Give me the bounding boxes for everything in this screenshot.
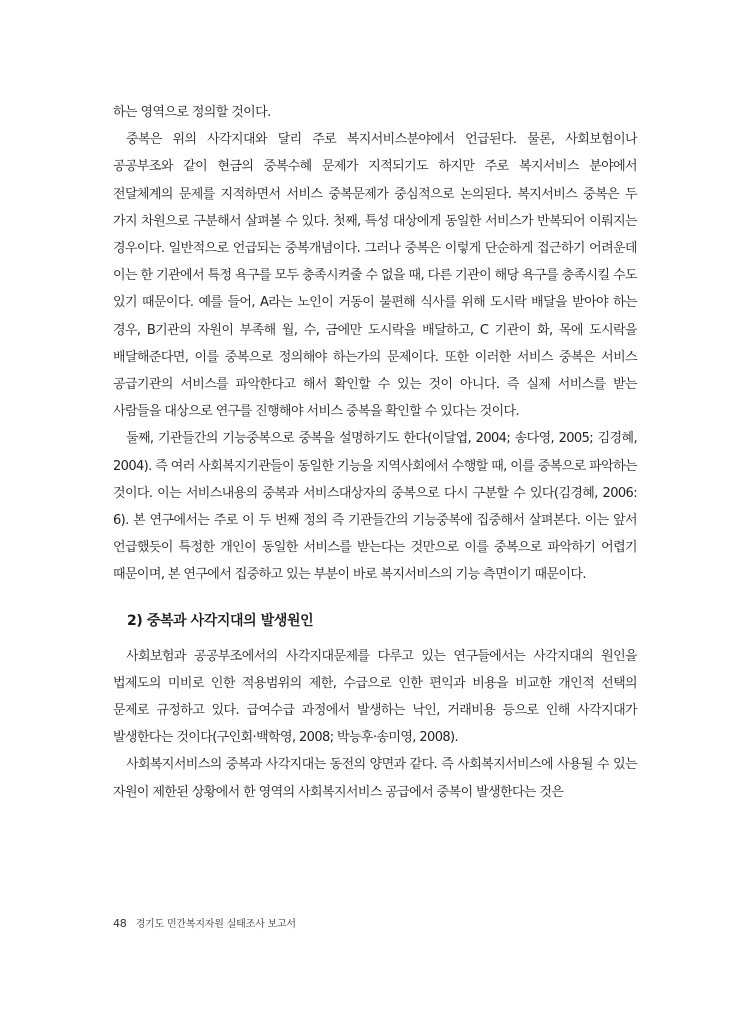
paragraph-function-duplication: 둘째, 기관들간의 기능중복으로 중복을 설명하기도 한다(이달엽, 2004; 송다영, 2005; 김경혜, 2004). 즉 여러 사회복지기관들이 동일한 기능을 지역사회에서 수행할 때, 이를 중복으로 파악하는 것이다. 이는 서비스내용의 중복과 서비스대상자의 중복으로 다시 구분할 수 있다(김경혜, 2006: 6). 본 연구에서는 주로 이 두 번째 정의 즉 기관들간의 기능중복에 집중해서 살펴본다. 이는 앞서 언급했듯이 특정한 개인이 동일한 서비스를 받는다는 것만으로 이를 중복으로 파악하기 어렵기 때문이며, 본 연구에서 집중하고 있는 부분이 바로 복지서비스의 기능 측면이기 때문이다. xyxy=(113,431,637,583)
body-text xyxy=(113,99,637,806)
page-number: 48 xyxy=(113,917,127,930)
paragraph-blind-spot-causes: 사회보험과 공공부조에서의 사각지대문제를 다루고 있는 연구들에서는 사각지대의 원인을 법제도의 미비로 인한 적용범위의 제한, 수급으로 인한 편익과 비용을 비교한 개인적 선택의 문제로 규정하고 있다. 급여수급 과정에서 발생하는 낙인, 거래비용 등으로 인해 사각지대가 발생한다는 것이다(구인회·백학영, 2008; 박능후·송미영, 2008). xyxy=(113,648,637,746)
section-heading: 2) 중복과 사각지대의 발생원인 xyxy=(127,612,314,629)
paragraph-duplication-definition: 중복은 위의 사각지대와 달리 주로 복지서비스분야에서 언급된다. 물론, 사회보험이나 공공부조와 같이 현금의 중복수혜 문제가 지적되기도 하지만 주로 복지서비스 분야에서 전달체계의 문제를 지적하면서 서비스 중복문제가 중심적으로 논의된다. 복지서비스 중복은 두 가지 차원으로 구분해서 살펴볼 수 있다. 첫째, 특성 대상에게 동일한 서비스가 반복되어 이뤄지는 경우이다. 일반적으로 언급되는 중복개념이다. 그러나 중복은 이렇게 단순하게 접근하기 어려운데 이는 한 기관에서 특정 욕구를 모두 충족시켜줄 수 없을 때, 다른 기관이 해당 욕구를 충족시킬 수도 있기 때문이다. 예를 들어, A라는 노인이 거동이 불편해 식사를 위해 도시락 배달을 받아야 하는 경우, B기관의 자원이 부족해 월, 수, 금에만 도시락을 배달하고, C 기관이 화, 목에 도시락을 배달해준다면, 이를 중복으로 정의해야 하는가의 문제이다. 또한 이러한 서비스 중복은 서비스 공급기관의 서비스를 파악한다고 해서 확인할 수 있는 것이 아니다. 즉 실제 서비스를 받는 사람들을 대상으로 연구를 진행해야 서비스 중복을 확인할 수 있다는 것이다. xyxy=(113,132,637,420)
report-title: 경기도 민간복지자원 실태조사 보고서 xyxy=(135,919,296,930)
page-footer xyxy=(113,915,296,930)
paragraph-two-sides: 사회복지서비스의 중복과 사각지대는 동전의 양면과 같다. 즉 사회복지서비스에 사용될 수 있는 자원이 제한된 상황에서 한 영역의 사회복지서비스 공급에서 중복이 발생한다는 것은 xyxy=(113,757,637,800)
paragraph-continuation: 하는 영역으로 정의할 것이다. xyxy=(113,105,271,120)
